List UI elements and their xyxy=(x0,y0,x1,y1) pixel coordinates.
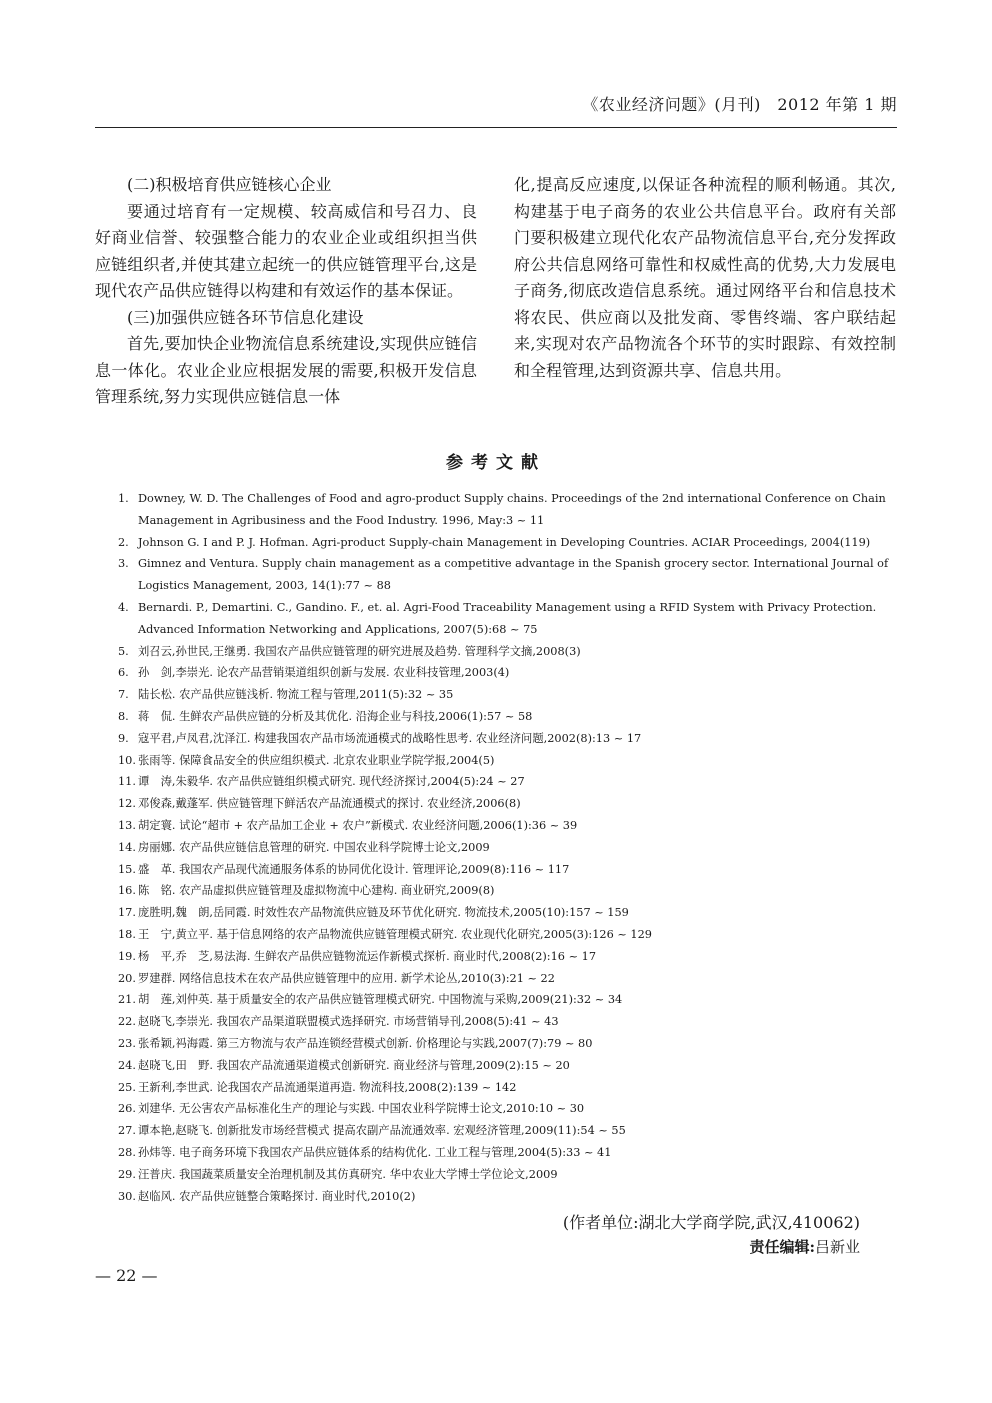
reference-number: 19. xyxy=(118,949,136,963)
reference-number: 6. xyxy=(118,666,129,680)
reference-item xyxy=(118,946,897,968)
reference-text: 邓俊森,戴蓬军. 供应链管理下鲜活农产品流通模式的探讨. 农业经济,2006(8) xyxy=(138,797,521,811)
section3-paragraph: 首先,要加快企业物流信息系统建设,实现供应链信息一体化。农业企业应根据发展的需要,积极开发信息管理系统,努力实现供应链信息一体 xyxy=(95,334,477,406)
reference-item xyxy=(118,837,897,859)
reference-item xyxy=(118,1055,897,1077)
section3-heading: (三)加强供应链各环节信息化建设 xyxy=(127,307,364,327)
header-rule xyxy=(95,127,897,128)
reference-text: 孙炜等. 电子商务环境下我国农产品供应链体系的结构优化. 工业工程与管理,2004(5):33 ~ 41 xyxy=(138,1145,612,1159)
reference-item xyxy=(118,1011,897,1033)
author-affiliation: (作者单位:湖北大学商学院,武汉,410062) xyxy=(562,1213,860,1232)
reference-text: 王新利,李世武. 论我国农产品流通渠道再造. 物流科技,2008(2):139 ~ 142 xyxy=(138,1080,517,1094)
reference-number: 23. xyxy=(118,1036,136,1050)
reference-number: 28. xyxy=(118,1145,136,1159)
reference-text: 赵临风. 农产品供应链整合策略探讨. 商业时代,2010(2) xyxy=(138,1189,416,1203)
reference-number: 27. xyxy=(118,1124,136,1138)
reference-item xyxy=(118,553,897,597)
reference-item xyxy=(118,1098,897,1120)
reference-item xyxy=(118,859,897,881)
reference-item xyxy=(118,880,897,902)
reference-item xyxy=(118,1186,897,1208)
reference-text: 张希颖,祃海霞. 第三方物流与农产品连锁经营模式创新. 价格理论与实践,2007(7):79 ~ 80 xyxy=(138,1036,593,1050)
reference-number: 21. xyxy=(118,993,136,1007)
reference-number: 18. xyxy=(118,927,136,941)
reference-item xyxy=(118,989,897,1011)
section2-heading: (二)积极培育供应链核心企业 xyxy=(127,175,332,194)
reference-item xyxy=(118,750,897,772)
reference-number: 14. xyxy=(118,840,136,854)
editor-label: 责任编辑: xyxy=(749,1238,815,1256)
reference-number: 10. xyxy=(118,753,136,767)
reference-item xyxy=(118,1077,897,1099)
reference-text: Johnson G. I and P. J. Hofman. Agri-product Supply-chain Management in Developing Countries. ACIAR Proceedings, 2004(119) xyxy=(138,535,871,549)
reference-number: 22. xyxy=(118,1015,136,1029)
reference-number: 9. xyxy=(118,731,129,745)
reference-item xyxy=(118,924,897,946)
reference-text: 盛 革. 我国农产品现代流通服务体系的协同优化设计. 管理评论,2009(8):116 ~ 117 xyxy=(138,862,570,876)
reference-number: 26. xyxy=(118,1102,136,1116)
reference-text: 陆长松. 农产品供应链浅析. 物流工程与管理,2011(5):32 ~ 35 xyxy=(138,688,454,702)
reference-number: 4. xyxy=(118,600,129,614)
reference-number: 25. xyxy=(118,1080,136,1094)
reference-text: 刘建华. 无公害农产品标准化生产的理论与实践. 中国农业科学院博士论文,2010:10 ~ 30 xyxy=(138,1102,585,1116)
reference-text: Gimnez and Ventura. Supply chain management as a competitive advantage in the Spanish grocery sector. International Journal of Logistics Management, 2003, 14(1):77 ~ 88 xyxy=(138,557,889,593)
reference-item xyxy=(118,815,897,837)
editor-name: 吕新业 xyxy=(814,1238,860,1256)
reference-text: 庞胜明,魏 朗,岳同霞. 时效性农产品物流供应链及环节优化研究. 物流技术,2005(10):157 ~ 159 xyxy=(138,906,629,920)
reference-item xyxy=(118,488,897,532)
reference-item xyxy=(118,684,897,706)
reference-item xyxy=(118,1033,897,1055)
reference-text: 赵晓飞,田 野. 我国农产品流通渠道模式创新研究. 商业经济与管理,2009(2):15 ~ 20 xyxy=(138,1058,570,1072)
reference-text: 王 宁,黄立平. 基于信息网络的农产品物流供应链管理模式研究. 农业现代化研究,2005(3):126 ~ 129 xyxy=(138,927,652,941)
editor-line xyxy=(749,1236,860,1257)
reference-text: Downey, W. D. The Challenges of Food and agro-product Supply chains. Proceedings of the 2nd international Conference on Chain Management in Agribusiness and the Food Industry. 1996, May:3 ~ 11 xyxy=(138,492,886,527)
reference-number: 1. xyxy=(118,492,129,505)
reference-text: 张雨等. 保障食品安全的供应组织模式. 北京农业职业学院学报,2004(5) xyxy=(138,753,495,767)
reference-item xyxy=(118,793,897,815)
reference-number: 2. xyxy=(118,535,129,549)
page-number: — 22 — xyxy=(95,1266,158,1285)
reference-text: 谭 涛,朱毅华. 农产品供应链组织模式研究. 现代经济探讨,2004(5):24 ~ 27 xyxy=(138,775,525,789)
reference-item xyxy=(118,597,897,641)
reference-number: 20. xyxy=(118,971,136,985)
reference-number: 24. xyxy=(118,1058,136,1072)
reference-item xyxy=(118,902,897,924)
reference-number: 15. xyxy=(118,862,136,876)
reference-item xyxy=(118,728,897,750)
reference-item xyxy=(118,968,897,990)
reference-item xyxy=(118,1142,897,1164)
reference-text: 孙 剑,李崇光. 论农产品营销渠道组织创新与发展. 农业科技管理,2003(4) xyxy=(138,666,510,680)
reference-text: 杨 平,乔 芝,易法海. 生鲜农产品供应链物流运作新模式探析. 商业时代,2008(2):16 ~ 17 xyxy=(138,949,597,963)
reference-item xyxy=(118,641,897,663)
journal-header: 《农业经济问题》(月刊) 2012 年第 1 期 xyxy=(582,95,897,114)
reference-number: 30. xyxy=(118,1189,136,1203)
reference-text: 胡定寰. 试论“超市 + 农产品加工企业 + 农户”新模式. 农业经济问题,2006(1):36 ~ 39 xyxy=(138,818,578,832)
reference-text: 蒋 侃. 生鲜农产品供应链的分析及其优化. 沿海企业与科技,2006(1):57 ~ 58 xyxy=(138,709,533,723)
reference-item xyxy=(118,532,897,554)
references-list xyxy=(118,488,897,1207)
reference-item xyxy=(118,706,897,728)
reference-number: 12. xyxy=(118,797,136,811)
reference-number: 17. xyxy=(118,906,136,920)
left-column xyxy=(95,172,477,411)
reference-text: 陈 铭. 农产品虚拟供应链管理及虚拟物流中心建构. 商业研究,2009(8) xyxy=(138,884,495,898)
reference-number: 16. xyxy=(118,884,136,898)
reference-item xyxy=(118,662,897,684)
reference-number: 5. xyxy=(118,644,129,658)
reference-item xyxy=(118,771,897,793)
reference-number: 8. xyxy=(118,709,129,723)
continuation-paragraph: 化,提高反应速度,以保证各种流程的顺利畅通。其次,构建基于电子商务的农业公共信息平台。政府有关部门要积极建立现代化农产品物流信息平台,充分发挥政府公共信息网络可靠性和权威性高的优势,大力发展电子商务,彻底改造信息系统。通过网络平台和信息技术将农民、供应商以及批发商、零售终端、客户联结起来,实现对农产品物流各个环节的实时跟踪、有效控制和全程管理,达到资源共享、信息共用。 xyxy=(514,175,896,380)
reference-text: 赵晓飞,李崇光. 我国农产品渠道联盟模式选择研究. 市场营销导刊,2008(5):41 ~ 43 xyxy=(138,1015,559,1029)
reference-item xyxy=(118,1120,897,1142)
reference-number: 11. xyxy=(118,775,136,789)
reference-number: 3. xyxy=(118,557,129,571)
reference-text: 谭本艳,赵晓飞. 创新批发市场经营模式 提高农副产品流通效率. 宏观经济管理,2009(11):54 ~ 55 xyxy=(138,1124,626,1138)
reference-text: 刘召云,孙世民,王继勇. 我国农产品供应链管理的研究进展及趋势. 管理科学文摘,2008(3) xyxy=(138,644,581,658)
reference-text: 罗建群. 网络信息技术在农产品供应链管理中的应用. 新学术论丛,2010(3):21 ~ 22 xyxy=(138,971,555,985)
right-column xyxy=(514,172,896,384)
reference-item xyxy=(118,1164,897,1186)
references-title: 参考文献 xyxy=(446,453,546,473)
reference-number: 29. xyxy=(118,1167,136,1181)
reference-text: Bernardi. P., Demartini. C., Gandino. F., et. al. Agri-Food Traceability Management using a RFID System with Privacy Protection. Advanced Information Networking and Applications, 2007(5):68 ~ 75 xyxy=(138,600,877,636)
reference-text: 汪普庆. 我国蔬菜质量安全治理机制及其仿真研究. 华中农业大学博士学位论文,2009 xyxy=(138,1167,558,1181)
reference-number: 13. xyxy=(118,818,136,832)
reference-text: 寇平君,卢凤君,沈泽江. 构建我国农产品市场流通模式的战略性思考. 农业经济问题,2002(8):13 ~ 17 xyxy=(138,731,642,745)
reference-number: 7. xyxy=(118,688,129,702)
reference-text: 胡 莲,刘仲英. 基于质量安全的农产品供应链管理模式研究. 中国物流与采购,2009(21):32 ~ 34 xyxy=(138,993,623,1007)
reference-text: 房丽娜. 农产品供应链信息管理的研究. 中国农业科学院博士论文,2009 xyxy=(138,840,490,854)
section2-paragraph: 要通过培育有一定规模、较高威信和号召力、良好商业信誉、较强整合能力的农业企业或组织担当供应链组织者,并使其建立起统一的供应链管理平台,这是现代农产品供应链得以构建和有效运作的基本保证。 xyxy=(95,201,477,300)
